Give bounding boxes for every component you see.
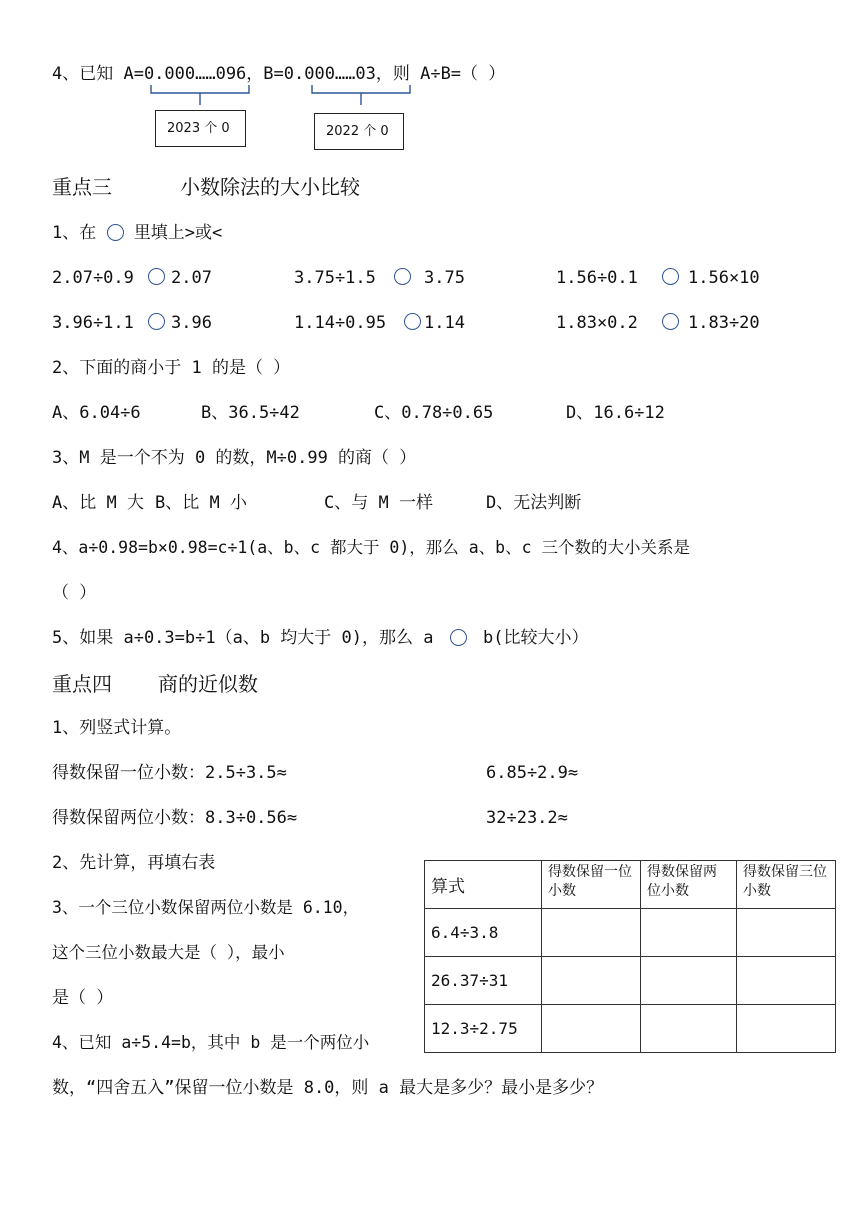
box-b-label: 2022 个 0 [326, 123, 389, 139]
s4-q3-line2: 这个三位小数最大是（ ），最小 [52, 943, 285, 962]
s4-q2: 2、先计算，再填右表 [52, 853, 216, 873]
box-2022-zeros [314, 113, 404, 150]
s4-q4-line1: 4、已知 a÷5.4=b，其中 b 是一个两位小 [52, 1033, 370, 1052]
question-4-top: 4、已知 A=0.000……096，B=0.000……03，则 A÷B=（ ） [52, 64, 506, 84]
cmp-r1c1-right: 2.07 [171, 268, 212, 288]
table-cell-answer[interactable] [737, 957, 836, 1005]
s3-q4-blank: （ ） [52, 583, 97, 603]
compare-circle-icon[interactable] [148, 268, 165, 285]
s3-q4: 4、a÷0.98=b×0.98=c÷1(a、b、c 都大于 0)，那么 a、b、c 三个数的大小关系是 [52, 538, 690, 557]
table-cell-answer[interactable] [641, 1005, 737, 1053]
cmp-r2c2-right: 1.14 [424, 313, 465, 333]
cmp-r2c2-left: 1.14÷0.95 [294, 313, 387, 333]
s4-q3-line1: 3、一个三位小数保留两位小数是 6.10， [52, 898, 360, 917]
section3-number: 重点三 [52, 175, 112, 199]
s3-q1-label: 1、在 [52, 223, 97, 243]
table-header-one-decimal: 得数保留一位小数 [542, 861, 641, 909]
table-header-expression: 算式 [425, 861, 542, 909]
s3-q2-option-d: D、16.6÷12 [566, 403, 665, 423]
cmp-r1c1-left: 2.07÷0.9 [52, 268, 134, 288]
box-2023-zeros [155, 110, 246, 147]
s3-q5 [52, 627, 588, 649]
compare-circle-icon[interactable] [450, 629, 467, 646]
table-cell-answer[interactable] [542, 957, 641, 1005]
brace-a [150, 83, 250, 107]
s4-row2-left: 得数保留两位小数：8.3÷0.56≈ [52, 808, 298, 828]
s4-q4-line2: 数，“四舍五入”保留一位小数是 8.0，则 a 最大是多少？最小是多少？ [52, 1078, 604, 1098]
compare-circle-icon[interactable] [394, 268, 411, 285]
table-cell-answer[interactable] [737, 909, 836, 957]
table-header-two-decimal: 得数保留两位小数 [641, 861, 737, 909]
table-cell-expression: 6.4÷3.8 [425, 909, 542, 957]
s3-q1-tail: 里填上>或< [133, 223, 223, 243]
table-row [425, 957, 836, 1005]
section4-title: 商的近似数 [158, 672, 258, 696]
compare-circle-icon[interactable] [148, 313, 165, 330]
s3-q2: 2、下面的商小于 1 的是（ ） [52, 358, 291, 378]
s4-row1-left: 得数保留一位小数：2.5÷3.5≈ [52, 763, 287, 783]
compare-circle-icon[interactable] [662, 313, 679, 330]
cmp-r2c3-right: 1.83÷20 [688, 313, 760, 333]
table-cell-expression: 26.37÷31 [425, 957, 542, 1005]
section3-title: 小数除法的大小比较 [180, 175, 360, 199]
compare-circle-icon[interactable] [404, 313, 421, 330]
s3-q5-right: b(比较大小） [482, 628, 589, 648]
s3-q3-option-a: A、比 M 大 [52, 493, 144, 513]
cmp-r1c2-left: 3.75÷1.5 [294, 268, 376, 288]
table-header-row [425, 861, 836, 909]
s4-q3-line3: 是（ ） [52, 988, 114, 1008]
cmp-r1c3-right: 1.56×10 [688, 268, 760, 288]
cmp-r2c3-left: 1.83×0.2 [556, 313, 638, 333]
table-header-three-decimal: 得数保留三位小数 [737, 861, 836, 909]
s3-q3: 3、M 是一个不为 0 的数，M÷0.99 的商（ ） [52, 448, 417, 468]
results-table [424, 860, 836, 1053]
table-cell-answer[interactable] [542, 909, 641, 957]
s3-q3-option-b: B、比 M 小 [155, 493, 247, 513]
table-row [425, 1005, 836, 1053]
s3-q2-option-a: A、6.04÷6 [52, 403, 141, 423]
s4-q1: 1、列竖式计算。 [52, 718, 182, 738]
s3-q2-option-b: B、36.5÷42 [201, 403, 300, 423]
table-cell-answer[interactable] [542, 1005, 641, 1053]
s4-row2-right: 32÷23.2≈ [486, 808, 568, 828]
table-row [425, 909, 836, 957]
s3-q3-option-d: D、无法判断 [486, 493, 582, 513]
s3-q2-option-c: C、0.78÷0.65 [374, 403, 494, 423]
table-cell-answer[interactable] [641, 957, 737, 1005]
s3-q3-option-c: C、与 M 一样 [324, 493, 433, 513]
s3-q5-left: 5、如果 a÷0.3=b÷1（a、b 均大于 0)，那么 a [52, 628, 434, 648]
section4-number: 重点四 [52, 672, 112, 696]
cmp-r2c1-left: 3.96÷1.1 [52, 313, 134, 333]
table-cell-expression: 12.3÷2.75 [425, 1005, 542, 1053]
cmp-r2c1-right: 3.96 [171, 313, 212, 333]
table-cell-answer[interactable] [641, 909, 737, 957]
compare-circle-icon[interactable] [662, 268, 679, 285]
s4-row1-right: 6.85÷2.9≈ [486, 763, 579, 783]
box-a-label: 2023 个 0 [167, 120, 230, 136]
s3-q1 [52, 222, 222, 244]
table-cell-answer[interactable] [737, 1005, 836, 1053]
cmp-r1c2-right: 3.75 [424, 268, 465, 288]
brace-b [311, 83, 411, 107]
cmp-r1c3-left: 1.56÷0.1 [556, 268, 638, 288]
compare-circle-icon[interactable] [107, 224, 124, 241]
